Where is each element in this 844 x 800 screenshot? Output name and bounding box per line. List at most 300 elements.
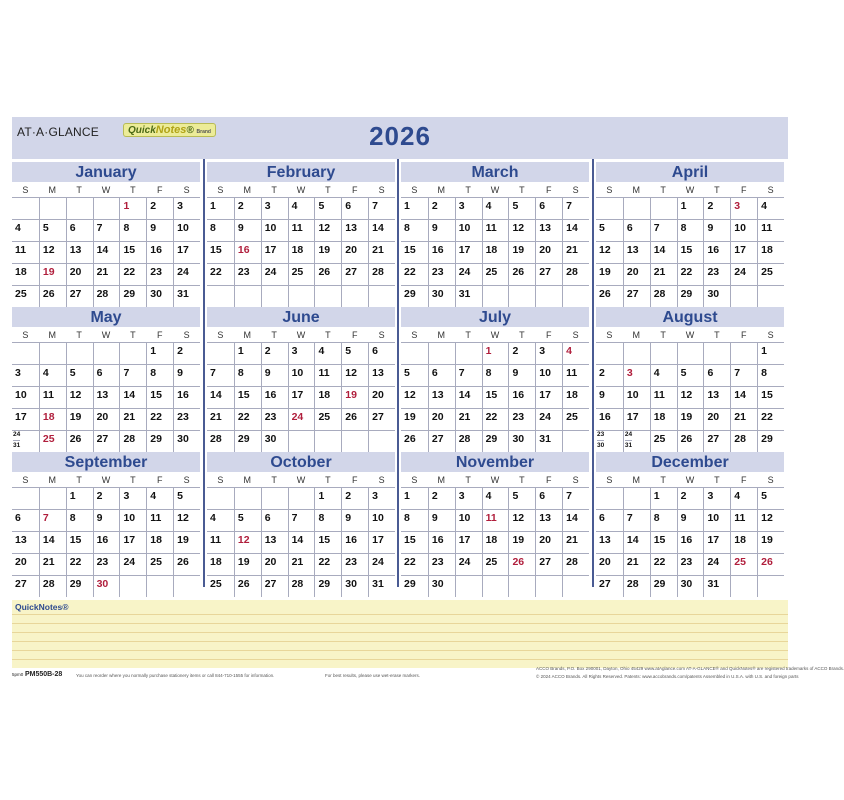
day-cell[interactable]: 21 xyxy=(650,263,677,285)
day-cell[interactable]: 21 xyxy=(288,553,315,575)
day-cell[interactable]: 26 xyxy=(173,553,200,575)
day-cell[interactable]: 21 xyxy=(730,408,757,430)
day-cell[interactable]: 18 xyxy=(650,408,677,430)
day-cell[interactable]: 13 xyxy=(368,364,395,386)
day-cell[interactable]: 19 xyxy=(234,553,261,575)
day-cell[interactable]: 10 xyxy=(455,219,482,241)
day-cell[interactable]: 10 xyxy=(455,509,482,531)
quicknotes-area[interactable] xyxy=(12,600,788,668)
day-cell[interactable]: 30 xyxy=(341,575,368,597)
empty-day-cell[interactable] xyxy=(482,285,509,307)
day-cell[interactable]: 27 xyxy=(623,285,650,307)
day-cell[interactable]: 2 xyxy=(261,342,288,364)
day-cell[interactable]: 5 xyxy=(173,487,200,509)
day-cell[interactable]: 17 xyxy=(173,241,200,263)
day-cell[interactable]: 18 xyxy=(757,241,784,263)
day-cell[interactable]: 1 xyxy=(650,487,677,509)
day-cell[interactable]: 5 xyxy=(314,197,341,219)
day-cell[interactable]: 15 xyxy=(757,386,784,408)
day-cell[interactable]: 13 xyxy=(12,531,39,553)
day-cell[interactable]: 14 xyxy=(119,386,146,408)
day-cell[interactable]: 15 xyxy=(650,531,677,553)
day-cell[interactable]: 13 xyxy=(623,241,650,263)
day-cell[interactable]: 18 xyxy=(482,531,509,553)
day-cell[interactable]: 15 xyxy=(146,386,173,408)
day-cell[interactable]: 2 xyxy=(146,197,173,219)
day-cell[interactable]: 14 xyxy=(455,386,482,408)
day-cell[interactable]: 7 xyxy=(39,509,66,531)
day-cell[interactable]: 3 xyxy=(703,487,730,509)
day-cell[interactable]: 12 xyxy=(173,509,200,531)
day-cell[interactable]: 1 xyxy=(757,342,784,364)
empty-day-cell[interactable] xyxy=(596,487,623,509)
day-cell[interactable]: 20 xyxy=(66,263,93,285)
day-cell[interactable]: 9 xyxy=(261,364,288,386)
empty-day-cell[interactable] xyxy=(650,342,677,364)
day-cell[interactable]: 28 xyxy=(562,553,589,575)
empty-day-cell[interactable] xyxy=(39,487,66,509)
day-cell[interactable]: 16 xyxy=(341,531,368,553)
day-cell[interactable]: 12 xyxy=(39,241,66,263)
empty-day-cell[interactable] xyxy=(482,575,509,597)
day-cell[interactable]: 17 xyxy=(261,241,288,263)
day-cell[interactable]: 27 xyxy=(12,575,39,597)
day-cell[interactable]: 18 xyxy=(12,263,39,285)
day-cell[interactable]: 30 xyxy=(93,575,120,597)
day-cell[interactable]: 29 xyxy=(482,430,509,452)
day-cell[interactable]: 26 xyxy=(677,430,704,452)
day-cell[interactable]: 13 xyxy=(535,509,562,531)
day-cell[interactable]: 11 xyxy=(650,386,677,408)
empty-day-cell[interactable] xyxy=(66,342,93,364)
empty-day-cell[interactable] xyxy=(341,285,368,307)
day-cell[interactable]: 29 xyxy=(66,575,93,597)
day-cell[interactable]: 1 xyxy=(207,197,234,219)
day-cell[interactable]: 13 xyxy=(341,219,368,241)
day-cell[interactable]: 29 xyxy=(401,575,428,597)
empty-day-cell[interactable] xyxy=(207,342,234,364)
empty-day-cell[interactable] xyxy=(757,575,784,597)
day-cell[interactable]: 26 xyxy=(341,408,368,430)
day-cell[interactable]: 25 xyxy=(730,553,757,575)
day-cell[interactable]: 9 xyxy=(341,509,368,531)
day-cell[interactable]: 22 xyxy=(66,553,93,575)
day-cell[interactable]: 24 xyxy=(119,553,146,575)
day-cell[interactable]: 16 xyxy=(703,241,730,263)
day-cell[interactable]: 17 xyxy=(703,531,730,553)
day-cell[interactable]: 19 xyxy=(677,408,704,430)
day-cell[interactable]: 7 xyxy=(650,219,677,241)
day-cell[interactable]: 6 xyxy=(261,509,288,531)
empty-day-cell[interactable] xyxy=(12,342,39,364)
day-cell[interactable]: 1 xyxy=(314,487,341,509)
day-cell[interactable]: 29 xyxy=(757,430,784,452)
day-cell[interactable]: 11 xyxy=(757,219,784,241)
day-cell[interactable]: 24 xyxy=(455,553,482,575)
day-cell[interactable]: 1 xyxy=(677,197,704,219)
day-cell[interactable]: 18 xyxy=(288,241,315,263)
day-cell[interactable]: 14 xyxy=(288,531,315,553)
day-cell[interactable]: 24 xyxy=(288,408,315,430)
day-cell[interactable]: 23 xyxy=(341,553,368,575)
day-cell[interactable]: 27 xyxy=(66,285,93,307)
day-cell[interactable]: 10 xyxy=(368,509,395,531)
day-cell[interactable]: 14 xyxy=(207,386,234,408)
day-cell[interactable]: 17 xyxy=(119,531,146,553)
day-cell[interactable]: 18 xyxy=(562,386,589,408)
day-cell[interactable]: 19 xyxy=(401,408,428,430)
day-cell[interactable]: 17 xyxy=(12,408,39,430)
day-cell[interactable]: 29 xyxy=(314,575,341,597)
empty-day-cell[interactable] xyxy=(562,285,589,307)
day-cell[interactable]: 13 xyxy=(703,386,730,408)
empty-day-cell[interactable] xyxy=(428,342,455,364)
day-cell[interactable]: 6 xyxy=(93,364,120,386)
empty-day-cell[interactable] xyxy=(730,575,757,597)
empty-day-cell[interactable] xyxy=(234,285,261,307)
day-cell[interactable]: 2 xyxy=(677,487,704,509)
day-cell[interactable]: 23 xyxy=(173,408,200,430)
day-cell[interactable]: 29 xyxy=(401,285,428,307)
day-cell[interactable]: 16 xyxy=(146,241,173,263)
day-cell[interactable]: 11 xyxy=(562,364,589,386)
day-cell[interactable]: 12 xyxy=(596,241,623,263)
day-cell[interactable]: 19 xyxy=(757,531,784,553)
day-cell[interactable]: 14 xyxy=(562,509,589,531)
day-cell[interactable]: 24 xyxy=(173,263,200,285)
empty-day-cell[interactable] xyxy=(757,285,784,307)
day-cell[interactable]: 7 xyxy=(730,364,757,386)
day-cell[interactable]: 10 xyxy=(535,364,562,386)
day-cell[interactable]: 7 xyxy=(562,487,589,509)
day-cell[interactable]: 6 xyxy=(428,364,455,386)
day-cell[interactable]: 31 xyxy=(535,430,562,452)
day-cell[interactable]: 21 xyxy=(623,553,650,575)
day-cell[interactable]: 1 xyxy=(482,342,509,364)
day-cell[interactable]: 17 xyxy=(455,531,482,553)
empty-day-cell[interactable] xyxy=(261,285,288,307)
day-cell[interactable]: 16 xyxy=(428,241,455,263)
day-cell[interactable]: 4 xyxy=(146,487,173,509)
empty-day-cell[interactable] xyxy=(314,430,341,452)
empty-day-cell[interactable] xyxy=(207,285,234,307)
day-cell[interactable]: 16 xyxy=(596,408,623,430)
split-day-cell[interactable] xyxy=(623,430,650,452)
day-cell[interactable]: 15 xyxy=(119,241,146,263)
day-cell[interactable]: 29 xyxy=(119,285,146,307)
day-cell[interactable]: 6 xyxy=(341,197,368,219)
empty-day-cell[interactable] xyxy=(562,575,589,597)
day-cell[interactable]: 13 xyxy=(428,386,455,408)
day-cell[interactable]: 16 xyxy=(93,531,120,553)
day-cell[interactable]: 20 xyxy=(93,408,120,430)
day-cell[interactable]: 8 xyxy=(146,364,173,386)
split-day-cell[interactable] xyxy=(596,430,623,452)
day-cell[interactable]: 24 xyxy=(455,263,482,285)
day-cell[interactable]: 21 xyxy=(39,553,66,575)
day-cell[interactable]: 9 xyxy=(677,509,704,531)
empty-day-cell[interactable] xyxy=(508,285,535,307)
day-cell[interactable]: 14 xyxy=(368,219,395,241)
day-cell[interactable]: 8 xyxy=(66,509,93,531)
empty-day-cell[interactable] xyxy=(650,197,677,219)
day-cell[interactable]: 31 xyxy=(703,575,730,597)
day-cell[interactable]: 2 xyxy=(93,487,120,509)
day-cell[interactable]: 19 xyxy=(314,241,341,263)
day-cell[interactable]: 28 xyxy=(455,430,482,452)
empty-day-cell[interactable] xyxy=(288,430,315,452)
day-cell[interactable]: 21 xyxy=(93,263,120,285)
day-cell[interactable]: 21 xyxy=(207,408,234,430)
day-cell[interactable]: 5 xyxy=(757,487,784,509)
day-cell[interactable]: 6 xyxy=(66,219,93,241)
day-cell[interactable]: 5 xyxy=(508,197,535,219)
empty-day-cell[interactable] xyxy=(623,197,650,219)
day-cell[interactable]: 14 xyxy=(562,219,589,241)
empty-day-cell[interactable] xyxy=(288,285,315,307)
day-cell[interactable]: 4 xyxy=(12,219,39,241)
empty-day-cell[interactable] xyxy=(730,342,757,364)
day-cell[interactable]: 9 xyxy=(428,509,455,531)
day-cell[interactable]: 8 xyxy=(677,219,704,241)
day-cell[interactable]: 4 xyxy=(757,197,784,219)
empty-day-cell[interactable] xyxy=(703,342,730,364)
day-cell[interactable]: 3 xyxy=(12,364,39,386)
day-cell[interactable]: 21 xyxy=(562,241,589,263)
day-cell[interactable]: 9 xyxy=(703,219,730,241)
day-cell[interactable]: 17 xyxy=(535,386,562,408)
day-cell[interactable]: 13 xyxy=(535,219,562,241)
day-cell[interactable]: 2 xyxy=(234,197,261,219)
day-cell[interactable]: 8 xyxy=(119,219,146,241)
day-cell[interactable]: 14 xyxy=(730,386,757,408)
day-cell[interactable]: 16 xyxy=(173,386,200,408)
day-cell[interactable]: 6 xyxy=(368,342,395,364)
day-cell[interactable]: 30 xyxy=(508,430,535,452)
day-cell[interactable]: 5 xyxy=(341,342,368,364)
day-cell[interactable]: 27 xyxy=(428,430,455,452)
day-cell[interactable]: 25 xyxy=(482,263,509,285)
empty-day-cell[interactable] xyxy=(368,285,395,307)
day-cell[interactable]: 10 xyxy=(288,364,315,386)
day-cell[interactable]: 4 xyxy=(482,487,509,509)
day-cell[interactable]: 27 xyxy=(535,553,562,575)
day-cell[interactable]: 11 xyxy=(288,219,315,241)
day-cell[interactable]: 10 xyxy=(119,509,146,531)
day-cell[interactable]: 3 xyxy=(173,197,200,219)
day-cell[interactable]: 27 xyxy=(535,263,562,285)
day-cell[interactable]: 29 xyxy=(234,430,261,452)
day-cell[interactable]: 22 xyxy=(650,553,677,575)
day-cell[interactable]: 22 xyxy=(119,263,146,285)
day-cell[interactable]: 26 xyxy=(508,263,535,285)
day-cell[interactable]: 31 xyxy=(173,285,200,307)
day-cell[interactable]: 8 xyxy=(757,364,784,386)
day-cell[interactable]: 26 xyxy=(401,430,428,452)
day-cell[interactable]: 3 xyxy=(288,342,315,364)
day-cell[interactable]: 22 xyxy=(234,408,261,430)
day-cell[interactable]: 2 xyxy=(703,197,730,219)
empty-day-cell[interactable] xyxy=(173,575,200,597)
day-cell[interactable]: 4 xyxy=(39,364,66,386)
day-cell[interactable]: 17 xyxy=(455,241,482,263)
day-cell[interactable]: 3 xyxy=(368,487,395,509)
day-cell[interactable]: 25 xyxy=(314,408,341,430)
empty-day-cell[interactable] xyxy=(39,197,66,219)
day-cell[interactable]: 4 xyxy=(650,364,677,386)
day-cell[interactable]: 9 xyxy=(93,509,120,531)
day-cell[interactable]: 28 xyxy=(207,430,234,452)
day-cell[interactable]: 11 xyxy=(146,509,173,531)
day-cell[interactable]: 28 xyxy=(562,263,589,285)
day-cell[interactable]: 8 xyxy=(401,219,428,241)
day-cell[interactable]: 4 xyxy=(314,342,341,364)
empty-day-cell[interactable] xyxy=(146,575,173,597)
day-cell[interactable]: 3 xyxy=(535,342,562,364)
day-cell[interactable]: 11 xyxy=(730,509,757,531)
day-cell[interactable]: 3 xyxy=(455,487,482,509)
day-cell[interactable]: 1 xyxy=(119,197,146,219)
day-cell[interactable]: 27 xyxy=(703,430,730,452)
day-cell[interactable]: 5 xyxy=(66,364,93,386)
day-cell[interactable]: 15 xyxy=(314,531,341,553)
day-cell[interactable]: 16 xyxy=(428,531,455,553)
day-cell[interactable]: 30 xyxy=(146,285,173,307)
day-cell[interactable]: 19 xyxy=(173,531,200,553)
empty-day-cell[interactable] xyxy=(12,197,39,219)
day-cell[interactable]: 5 xyxy=(508,487,535,509)
day-cell[interactable]: 3 xyxy=(455,197,482,219)
day-cell[interactable]: 29 xyxy=(146,430,173,452)
day-cell[interactable]: 8 xyxy=(234,364,261,386)
day-cell[interactable]: 18 xyxy=(730,531,757,553)
day-cell[interactable]: 12 xyxy=(66,386,93,408)
day-cell[interactable]: 6 xyxy=(623,219,650,241)
day-cell[interactable]: 1 xyxy=(401,487,428,509)
day-cell[interactable]: 30 xyxy=(677,575,704,597)
day-cell[interactable]: 23 xyxy=(508,408,535,430)
day-cell[interactable]: 2 xyxy=(508,342,535,364)
day-cell[interactable]: 1 xyxy=(66,487,93,509)
day-cell[interactable]: 14 xyxy=(93,241,120,263)
day-cell[interactable]: 22 xyxy=(401,263,428,285)
day-cell[interactable]: 23 xyxy=(703,263,730,285)
day-cell[interactable]: 10 xyxy=(730,219,757,241)
day-cell[interactable]: 25 xyxy=(562,408,589,430)
day-cell[interactable]: 5 xyxy=(234,509,261,531)
day-cell[interactable]: 24 xyxy=(261,263,288,285)
day-cell[interactable]: 17 xyxy=(730,241,757,263)
empty-day-cell[interactable] xyxy=(119,342,146,364)
day-cell[interactable]: 26 xyxy=(314,263,341,285)
day-cell[interactable]: 20 xyxy=(535,241,562,263)
day-cell[interactable]: 23 xyxy=(677,553,704,575)
day-cell[interactable]: 12 xyxy=(341,364,368,386)
day-cell[interactable]: 14 xyxy=(650,241,677,263)
day-cell[interactable]: 9 xyxy=(234,219,261,241)
day-cell[interactable]: 30 xyxy=(173,430,200,452)
day-cell[interactable]: 2 xyxy=(341,487,368,509)
empty-day-cell[interactable] xyxy=(562,430,589,452)
day-cell[interactable]: 20 xyxy=(12,553,39,575)
day-cell[interactable]: 7 xyxy=(288,509,315,531)
day-cell[interactable]: 16 xyxy=(677,531,704,553)
day-cell[interactable]: 7 xyxy=(623,509,650,531)
day-cell[interactable]: 26 xyxy=(757,553,784,575)
day-cell[interactable]: 12 xyxy=(234,531,261,553)
day-cell[interactable]: 3 xyxy=(119,487,146,509)
day-cell[interactable]: 6 xyxy=(12,509,39,531)
day-cell[interactable]: 11 xyxy=(482,219,509,241)
day-cell[interactable]: 9 xyxy=(428,219,455,241)
day-cell[interactable]: 15 xyxy=(482,386,509,408)
day-cell[interactable]: 26 xyxy=(39,285,66,307)
day-cell[interactable]: 12 xyxy=(757,509,784,531)
day-cell[interactable]: 22 xyxy=(482,408,509,430)
empty-day-cell[interactable] xyxy=(39,342,66,364)
day-cell[interactable]: 29 xyxy=(650,575,677,597)
day-cell[interactable]: 12 xyxy=(508,219,535,241)
day-cell[interactable]: 5 xyxy=(401,364,428,386)
day-cell[interactable]: 18 xyxy=(482,241,509,263)
day-cell[interactable]: 10 xyxy=(703,509,730,531)
day-cell[interactable]: 19 xyxy=(596,263,623,285)
day-cell[interactable]: 25 xyxy=(39,430,66,452)
day-cell[interactable]: 15 xyxy=(207,241,234,263)
empty-day-cell[interactable] xyxy=(730,285,757,307)
day-cell[interactable]: 28 xyxy=(368,263,395,285)
day-cell[interactable]: 10 xyxy=(623,386,650,408)
day-cell[interactable]: 9 xyxy=(146,219,173,241)
day-cell[interactable]: 28 xyxy=(623,575,650,597)
day-cell[interactable]: 20 xyxy=(703,408,730,430)
day-cell[interactable]: 21 xyxy=(119,408,146,430)
day-cell[interactable]: 7 xyxy=(368,197,395,219)
day-cell[interactable]: 20 xyxy=(535,531,562,553)
day-cell[interactable]: 1 xyxy=(234,342,261,364)
day-cell[interactable]: 9 xyxy=(596,386,623,408)
empty-day-cell[interactable] xyxy=(119,575,146,597)
day-cell[interactable]: 1 xyxy=(401,197,428,219)
empty-day-cell[interactable] xyxy=(596,197,623,219)
day-cell[interactable]: 6 xyxy=(535,487,562,509)
day-cell[interactable]: 4 xyxy=(482,197,509,219)
day-cell[interactable]: 27 xyxy=(368,408,395,430)
day-cell[interactable]: 1 xyxy=(146,342,173,364)
day-cell[interactable]: 6 xyxy=(535,197,562,219)
day-cell[interactable]: 19 xyxy=(66,408,93,430)
day-cell[interactable]: 23 xyxy=(93,553,120,575)
day-cell[interactable]: 7 xyxy=(562,197,589,219)
day-cell[interactable]: 31 xyxy=(368,575,395,597)
day-cell[interactable]: 7 xyxy=(93,219,120,241)
day-cell[interactable]: 30 xyxy=(261,430,288,452)
day-cell[interactable]: 20 xyxy=(341,241,368,263)
empty-day-cell[interactable] xyxy=(401,342,428,364)
day-cell[interactable]: 20 xyxy=(428,408,455,430)
empty-day-cell[interactable] xyxy=(341,430,368,452)
day-cell[interactable]: 28 xyxy=(730,430,757,452)
day-cell[interactable]: 22 xyxy=(677,263,704,285)
day-cell[interactable]: 25 xyxy=(482,553,509,575)
day-cell[interactable]: 19 xyxy=(39,263,66,285)
day-cell[interactable]: 18 xyxy=(207,553,234,575)
day-cell[interactable]: 11 xyxy=(12,241,39,263)
day-cell[interactable]: 13 xyxy=(261,531,288,553)
day-cell[interactable]: 27 xyxy=(596,575,623,597)
day-cell[interactable]: 14 xyxy=(623,531,650,553)
day-cell[interactable]: 27 xyxy=(341,263,368,285)
